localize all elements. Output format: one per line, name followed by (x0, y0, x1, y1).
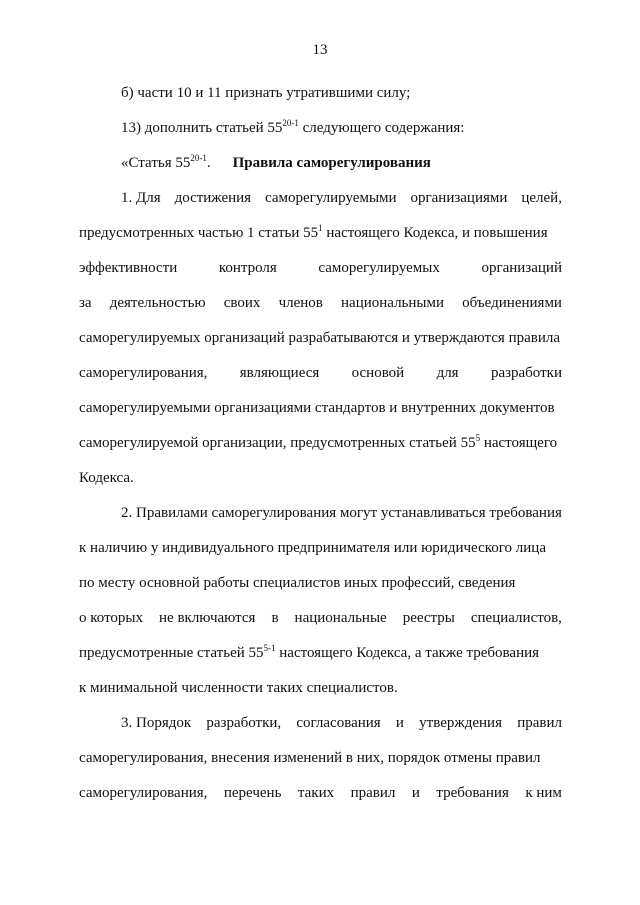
word: разработки, (206, 715, 282, 731)
text-fragment: 13) дополнить статьей 55 (121, 120, 283, 136)
superscript: 1 (318, 223, 323, 233)
word: саморегулируемых (318, 260, 440, 276)
text-fragment: настоящего Кодекса, а также требования (275, 645, 540, 661)
word: и (395, 715, 404, 731)
text-line (79, 784, 562, 802)
text-line: саморегулируемыми организациями стандартов и внутренних документов (79, 400, 555, 416)
word: 3. Порядок (121, 715, 192, 731)
text-fragment: настоящего (480, 435, 558, 451)
text-fragment: саморегулируемой организации, предусмотренных статьей 55 (79, 435, 476, 451)
text-line (79, 609, 562, 627)
word: правил (350, 785, 396, 801)
text-fragment: предусмотренных частью 1 статьи 55 (79, 225, 319, 241)
word: согласования (296, 715, 381, 731)
text-line (79, 434, 562, 452)
article-title: Правила саморегулирования (232, 155, 431, 171)
word: целей, (521, 190, 562, 206)
text-line (79, 364, 562, 382)
word: национальные (294, 610, 387, 626)
word: реестры (402, 610, 455, 626)
text-line (121, 119, 562, 137)
word: объединениями (462, 295, 562, 311)
word: основой (351, 365, 405, 381)
word: специалистов, (470, 610, 562, 626)
superscript: 5 (475, 433, 481, 443)
word: и (411, 785, 420, 801)
word: контроля (218, 260, 277, 276)
word: деятельностью (109, 295, 206, 311)
word: правил (517, 715, 562, 731)
word: за (79, 295, 92, 311)
word: саморегулируемыми (265, 190, 397, 206)
text-line (79, 259, 562, 277)
text-line: Кодекса. (79, 470, 134, 486)
text-line: б) части 10 и 11 признать утратившими силу; (121, 85, 411, 101)
text-line (79, 644, 562, 662)
article-heading (121, 154, 562, 172)
text-fragment: . (206, 155, 211, 171)
word: достижения (174, 190, 252, 206)
word: для (436, 365, 459, 381)
text-line (121, 714, 562, 732)
text-line (79, 294, 562, 312)
word: перечень (223, 785, 282, 801)
word: саморегулирования, (79, 365, 208, 381)
word: утверждения (419, 715, 502, 731)
page-number: 13 (312, 42, 328, 58)
text-line: к минимальной численности таких специалистов. (79, 680, 398, 696)
superscript: 5-1 (263, 643, 276, 653)
word: членов (278, 295, 323, 311)
word: организаций (481, 260, 562, 276)
word: саморегулирования, (79, 785, 208, 801)
superscript: 20-1 (282, 118, 299, 128)
word: своих (223, 295, 261, 311)
text-line: саморегулирования, внесения изменений в них, порядок отмены правил (79, 750, 541, 766)
word: о которых (79, 610, 144, 626)
word: не включаются (159, 610, 256, 626)
word: к ним (525, 785, 562, 801)
text-line (79, 224, 562, 242)
text-line: по месту основной работы специалистов иных профессий, сведения (79, 575, 516, 591)
word: являющиеся (239, 365, 320, 381)
word: национальными (341, 295, 445, 311)
text-fragment: предусмотренные статьей 55 (79, 645, 264, 661)
word: организациями (410, 190, 508, 206)
text-line: 2. Правилами саморегулирования могут устанавливаться требования (121, 505, 562, 521)
word: в (271, 610, 279, 626)
text-fragment: настоящего Кодекса, и повышения (322, 225, 548, 241)
text-line (121, 189, 562, 207)
text-line: саморегулируемых организаций разрабатываются и утверждаются правила (79, 330, 561, 346)
word: разработки (490, 365, 562, 381)
word: 1. Для (121, 190, 161, 206)
word: требования (436, 785, 509, 801)
superscript: 20-1 (190, 153, 207, 163)
word: эффективности (79, 260, 178, 276)
text-fragment: следующего содержания: (298, 120, 465, 136)
word: таких (297, 785, 335, 801)
article-number: «Статья 55 (121, 155, 191, 171)
text-line: к наличию у индивидуального предпринимателя или юридического лица (79, 540, 546, 556)
